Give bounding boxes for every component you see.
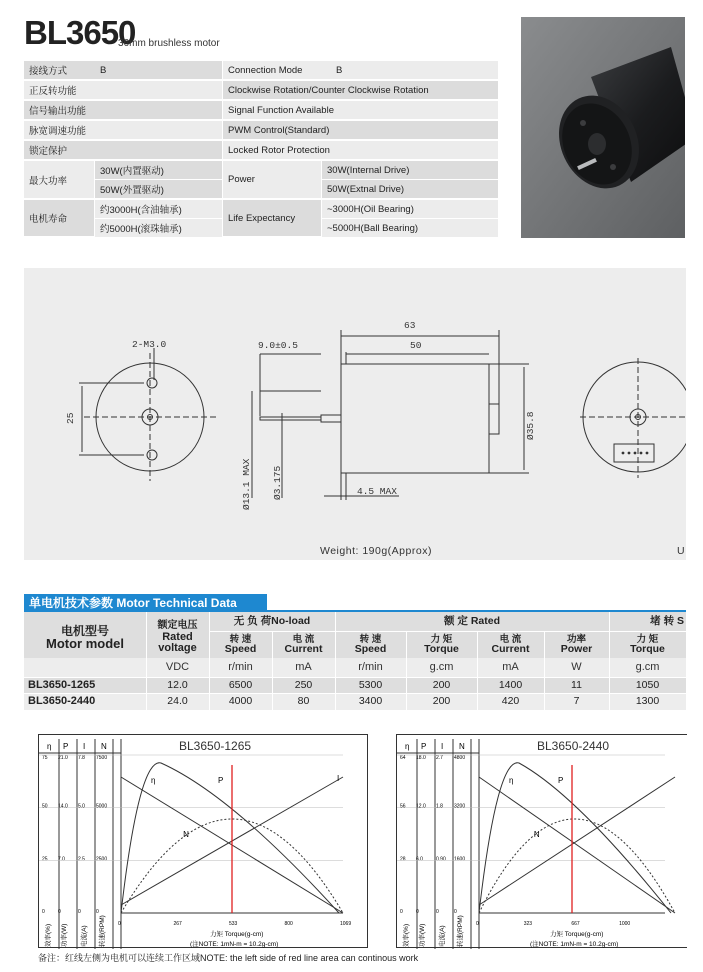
dim-358: Ø35.8 bbox=[525, 411, 536, 440]
axis-header: P bbox=[63, 742, 69, 751]
model-subtitle: 36mm brushless motor bbox=[118, 38, 220, 49]
spec-cn-label: 锁定保护 bbox=[24, 141, 222, 159]
subheader-cell: 电 流 Current bbox=[491, 633, 530, 656]
spec-cn-label: 电机寿命 bbox=[24, 200, 94, 236]
spec-cn-label: 信号输出功能 bbox=[24, 101, 222, 119]
y-tick-label: 2500 bbox=[96, 856, 108, 863]
table-cell: 200 bbox=[432, 695, 451, 708]
y-tick-label: 21.0 bbox=[58, 755, 68, 761]
y-tick-label: 5000 bbox=[96, 803, 108, 810]
header-rated-voltage: 额定电压 Rated voltage bbox=[157, 620, 198, 655]
dim-50: 50 bbox=[410, 340, 422, 351]
x-tick-label: 1000 bbox=[619, 921, 631, 927]
y-tick-label: 7500 bbox=[96, 755, 108, 761]
x-tick-label: 0 bbox=[118, 921, 121, 927]
x-axis-label: 力矩 Torque(g-cm) bbox=[550, 931, 604, 938]
y-tick-label: 7.8 bbox=[78, 755, 85, 761]
y-tick-label: 7.0 bbox=[58, 856, 65, 863]
table-row-model: BL3650-1265 bbox=[28, 679, 96, 692]
unit-cell: mA bbox=[502, 660, 519, 673]
curve-label-p: P bbox=[558, 776, 564, 785]
spec-row-life bbox=[24, 200, 498, 237]
header-motor-model: 电机型号 Motor model bbox=[46, 623, 124, 652]
curve-label-n: N bbox=[533, 830, 540, 839]
spec-cn-label: 脉宽调速功能 bbox=[24, 121, 222, 139]
curve-label-eta: η bbox=[509, 776, 514, 785]
table-cell: 250 bbox=[294, 679, 313, 692]
spec-row bbox=[24, 141, 498, 160]
axis-name: 转速(RPM) bbox=[99, 915, 106, 947]
subheader-cell: 功率 Power bbox=[560, 633, 593, 656]
y-tick-label: 64 bbox=[400, 755, 406, 761]
y-tick-label: 12.0 bbox=[416, 803, 426, 810]
unit-cell: g.cm bbox=[635, 660, 660, 673]
axis-name: 转速(RPM) bbox=[457, 915, 464, 947]
y-tick-label: 0 bbox=[454, 909, 457, 915]
y-tick-label: 2.7 bbox=[436, 755, 443, 761]
y-tick-label: 0 bbox=[436, 909, 439, 915]
y-tick-label: 0 bbox=[416, 909, 419, 915]
curve-label-p: P bbox=[218, 776, 224, 785]
motor-photo bbox=[521, 17, 685, 238]
subheader-cell: 力 矩 Torque bbox=[424, 633, 459, 656]
spec-en-label: Locked Rotor Protection bbox=[223, 141, 498, 159]
spec-cn-value: 30W(内置驱动) bbox=[95, 161, 222, 179]
tech-data-title: 单电机技术参数 Motor Technical Data bbox=[24, 594, 267, 610]
axis-header: η bbox=[405, 742, 410, 751]
spec-row bbox=[24, 81, 498, 100]
y-tick-label: 0 bbox=[96, 909, 99, 915]
curve-label-eta: η bbox=[151, 776, 156, 785]
y-tick-label: 56 bbox=[400, 803, 406, 810]
spec-en-value: 30W(Internal Drive) bbox=[322, 161, 498, 179]
dim-25: 25 bbox=[65, 412, 76, 424]
subheader-cell: 转 速 Speed bbox=[224, 633, 257, 656]
spec-en-label: Signal Function Available bbox=[223, 101, 498, 119]
x-axis-note: (注NOTE: 1mN-m = 10.2g-cm) bbox=[190, 941, 279, 948]
dim-3175: Ø3.175 bbox=[272, 465, 283, 500]
y-tick-label: 3200 bbox=[454, 803, 466, 810]
axis-name: 功率(W) bbox=[61, 923, 68, 947]
y-tick-label: 28 bbox=[400, 856, 406, 863]
spec-en-label: Connection Mode B bbox=[223, 61, 498, 79]
y-tick-label: 2.5 bbox=[78, 856, 85, 863]
x-tick-label: 1069 bbox=[340, 921, 352, 927]
y-tick-label: 0 bbox=[42, 909, 45, 915]
table-cell: 6500 bbox=[228, 679, 253, 692]
table-cell: 11 bbox=[571, 679, 582, 692]
y-tick-label: 0 bbox=[58, 909, 61, 915]
unit-cell: r/min bbox=[228, 660, 253, 673]
spec-row bbox=[24, 61, 498, 80]
speed-curve bbox=[479, 777, 675, 913]
performance-chart-2 bbox=[396, 734, 687, 948]
y-tick-label: 6.0 bbox=[416, 856, 423, 863]
table-cell: 24.0 bbox=[167, 695, 188, 708]
unit-cell: mA bbox=[295, 660, 312, 673]
spec-en-label: Life Expectancy bbox=[223, 200, 321, 236]
y-tick-label: 25 bbox=[42, 856, 48, 863]
spec-en-label: Power bbox=[223, 161, 321, 198]
spec-cn-label: 最大功率 bbox=[24, 161, 94, 198]
header-rated: 额 定 Rated bbox=[443, 614, 500, 627]
x-tick-label: 667 bbox=[571, 921, 580, 927]
y-tick-label: 0.90 bbox=[436, 856, 446, 863]
x-tick-label: 323 bbox=[523, 921, 533, 927]
dim-9: 9.0±0.5 bbox=[258, 340, 298, 351]
subheader-cell: 力 矩 Torque bbox=[630, 633, 665, 656]
table-cell: 7 bbox=[573, 695, 580, 708]
cropped-label: U bbox=[677, 545, 685, 557]
spec-en-value: 50W(Extnal Drive) bbox=[322, 180, 498, 198]
x-axis-label: 力矩 Torque(g-cm) bbox=[210, 931, 264, 938]
unit-cell: VDC bbox=[165, 660, 190, 673]
x-tick-label: 0 bbox=[476, 921, 479, 927]
axis-header: I bbox=[441, 742, 444, 751]
curve-label-n: N bbox=[183, 830, 189, 839]
y-tick-label: 5.0 bbox=[78, 803, 85, 810]
table-row-model: BL3650-2440 bbox=[28, 695, 96, 708]
model-title: BL3650 bbox=[24, 14, 136, 51]
y-tick-label: 0 bbox=[78, 909, 81, 915]
performance-chart-1 bbox=[38, 734, 368, 948]
footnote: 备注：红线左侧为电机可以连续工作区域NOTE: the left side of red line area can continous work bbox=[38, 953, 419, 963]
table-cell: 200 bbox=[432, 679, 451, 692]
spec-cn-value: 约5000H(滚珠轴承) bbox=[95, 219, 222, 237]
x-tick-label: 800 bbox=[284, 921, 293, 927]
spec-cn-label: 正反转功能 bbox=[24, 81, 222, 99]
table-cell: 420 bbox=[501, 695, 520, 708]
unit-cell: g.cm bbox=[429, 660, 454, 673]
table-cell: 1050 bbox=[635, 679, 660, 692]
spec-cn-label: 接线方式 B bbox=[24, 61, 222, 79]
table-cell: 80 bbox=[297, 695, 310, 708]
spec-en-label: Clockwise Rotation/Counter Clockwise Rotation bbox=[223, 81, 498, 99]
y-tick-label: 0 bbox=[400, 909, 403, 915]
spec-en-value: ~3000H(Oil Bearing) bbox=[322, 200, 498, 218]
axis-name: 功率(W) bbox=[419, 923, 426, 947]
spec-row bbox=[24, 121, 498, 140]
spec-en-value: ~5000H(Ball Bearing) bbox=[322, 219, 498, 237]
spec-cn-value: 50W(外置驱动) bbox=[95, 180, 222, 198]
axis-name: 效率(%) bbox=[45, 923, 52, 947]
axis-header: P bbox=[421, 742, 427, 751]
dim-45: 4.5 MAX bbox=[357, 486, 397, 497]
axis-name: 电流(A) bbox=[439, 925, 446, 947]
spec-row bbox=[24, 101, 498, 120]
x-tick-label: 533 bbox=[229, 921, 238, 927]
curve-label-i: I bbox=[337, 774, 340, 783]
axis-header: N bbox=[101, 742, 107, 751]
axis-name: 电流(A) bbox=[81, 925, 88, 947]
y-tick-label: 1.8 bbox=[436, 803, 443, 810]
dim-131: Ø13.1 MAX bbox=[241, 458, 252, 510]
chart-title: BL3650-2440 bbox=[537, 739, 610, 753]
dimension-drawing bbox=[24, 268, 686, 560]
table-cell: 5300 bbox=[358, 679, 383, 692]
power-curve bbox=[479, 819, 675, 913]
axis-name: 效率(%) bbox=[403, 923, 410, 947]
axis-header: N bbox=[459, 742, 465, 751]
y-tick-label: 14.0 bbox=[58, 803, 68, 810]
table-cell: 1300 bbox=[635, 695, 660, 708]
subheader-cell: 电 流 Current bbox=[284, 633, 323, 656]
weight-label: Weight: 190g(Approx) bbox=[320, 545, 432, 557]
spec-cn-value: 约3000H(含油轴承) bbox=[95, 200, 222, 218]
y-tick-label: 50 bbox=[42, 803, 48, 810]
y-tick-label: 75 bbox=[42, 755, 48, 761]
header-noload: 无 负 荷No-load bbox=[233, 614, 311, 627]
table-cell: 3400 bbox=[358, 695, 383, 708]
y-tick-label: 18.0 bbox=[416, 755, 426, 761]
x-tick-label: 267 bbox=[173, 921, 182, 927]
unit-cell: r/min bbox=[358, 660, 383, 673]
subheader-cell: 转 速 Speed bbox=[354, 633, 387, 656]
x-axis-note: (注NOTE: 1mN-m = 10.2g-cm) bbox=[530, 941, 619, 948]
y-tick-label: 1600 bbox=[454, 856, 466, 863]
spec-en-label: PWM Control(Standard) bbox=[223, 121, 498, 139]
current-curve bbox=[479, 777, 675, 905]
header-stall: 堵 转 S bbox=[650, 614, 684, 627]
chart-title: BL3650-1265 bbox=[179, 739, 252, 753]
unit-cell: W bbox=[571, 660, 582, 673]
table-cell: 1400 bbox=[498, 679, 523, 692]
dim-hole-label: 2-M3.0 bbox=[132, 339, 167, 350]
dim-63: 63 bbox=[404, 320, 416, 331]
axis-header: I bbox=[83, 742, 86, 751]
y-tick-label: 4800 bbox=[454, 755, 466, 761]
table-cell: 12.0 bbox=[167, 679, 188, 692]
axis-header: η bbox=[47, 742, 52, 751]
spec-row-power bbox=[24, 161, 498, 199]
table-cell: 4000 bbox=[228, 695, 253, 708]
